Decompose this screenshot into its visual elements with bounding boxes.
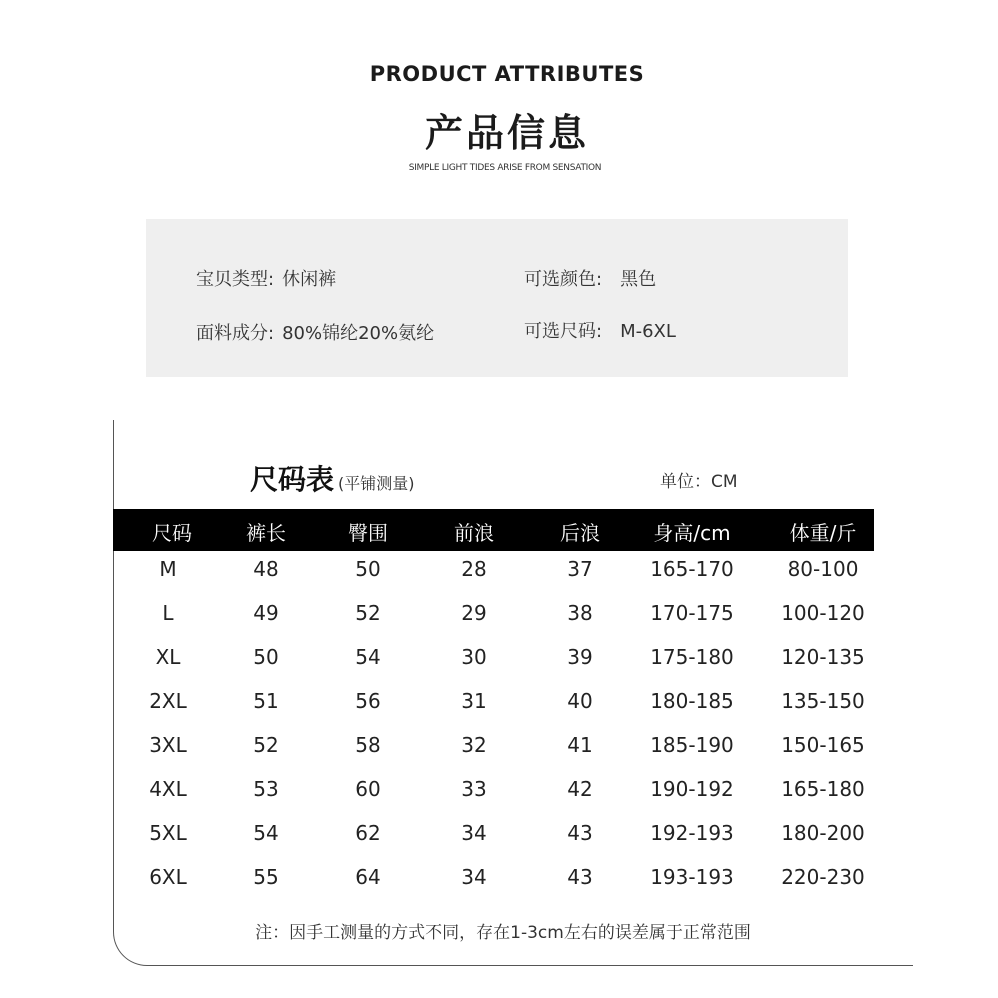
- table-cell: 34: [461, 865, 487, 889]
- attr-size-label: 可选尺码:: [524, 321, 603, 342]
- table-cell: 53: [253, 777, 279, 801]
- table-cell: 64: [355, 865, 381, 889]
- attr-color-label: 可选颜色:: [524, 269, 603, 290]
- table-cell: 150-165: [781, 733, 865, 757]
- table-cell: 180-185: [650, 689, 734, 713]
- attr-fabric: [196, 319, 434, 345]
- table-cell: 54: [355, 645, 381, 669]
- table-cell: 60: [355, 777, 381, 801]
- table-cell: 193-193: [650, 865, 734, 889]
- column-header: 后浪: [560, 521, 600, 545]
- table-cell: 30: [461, 645, 487, 669]
- attr-type-label: 宝贝类型:: [196, 269, 275, 290]
- column-header: 臀围: [348, 521, 388, 545]
- column-header: 前浪: [454, 521, 494, 545]
- table-cell: XL: [155, 645, 181, 669]
- table-cell: 33: [461, 777, 487, 801]
- table-cell: 62: [355, 821, 381, 845]
- table-cell: 5XL: [149, 821, 187, 845]
- table-cell: 54: [253, 821, 279, 845]
- table-row: [0, 865, 998, 909]
- table-cell: 165-170: [650, 557, 734, 581]
- table-cell: 50: [253, 645, 279, 669]
- table-row: [0, 821, 998, 865]
- size-chart-title-note: (平铺测量): [338, 474, 415, 493]
- table-row: [0, 733, 998, 777]
- table-row: [0, 689, 998, 733]
- attr-size-value: M-6XL: [620, 321, 676, 342]
- table-cell: 51: [253, 689, 279, 713]
- table-cell: 42: [567, 777, 593, 801]
- table-cell: 55: [253, 865, 279, 889]
- attr-fabric-value: 80%锦纶20%氨纶: [282, 323, 435, 344]
- table-cell: 2XL: [149, 689, 187, 713]
- table-cell: 3XL: [149, 733, 187, 757]
- table-cell: 37: [567, 557, 593, 581]
- table-cell: L: [162, 601, 174, 625]
- attr-color: [524, 265, 656, 291]
- table-cell: 52: [253, 733, 279, 757]
- table-cell: 170-175: [650, 601, 734, 625]
- table-cell: 4XL: [149, 777, 187, 801]
- table-cell: 120-135: [781, 645, 865, 669]
- table-cell: 100-120: [781, 601, 865, 625]
- table-cell: 6XL: [149, 865, 187, 889]
- title-english: PRODUCT ATTRIBUTES: [369, 62, 645, 86]
- table-cell: 48: [253, 557, 279, 581]
- table-cell: 31: [461, 689, 487, 713]
- table-cell: 43: [567, 821, 593, 845]
- table-row: [0, 645, 998, 689]
- table-cell: 58: [355, 733, 381, 757]
- table-cell: 56: [355, 689, 381, 713]
- size-chart-footnote: 注：因手工测量的方式不同，存在1-3cm左右的误差属于正常范围: [255, 923, 751, 943]
- table-cell: 180-200: [781, 821, 865, 845]
- column-header: 身高/cm: [653, 521, 731, 545]
- column-header: 尺码: [152, 521, 192, 545]
- size-chart-unit: 单位：CM: [660, 472, 738, 492]
- table-cell: 50: [355, 557, 381, 581]
- table-cell: 190-192: [650, 777, 734, 801]
- title-chinese: 产品信息: [424, 111, 589, 155]
- table-cell: 165-180: [781, 777, 865, 801]
- table-row: [0, 777, 998, 821]
- table-cell: 49: [253, 601, 279, 625]
- size-chart-title: [250, 458, 415, 498]
- subtitle: SIMPLE LIGHT TIDES ARISE FROM SENSATION: [408, 163, 602, 173]
- attr-type: [196, 265, 336, 291]
- size-table-header: [113, 509, 874, 551]
- table-cell: 29: [461, 601, 487, 625]
- attr-size: [524, 317, 676, 343]
- column-header: 体重/斤: [789, 521, 857, 545]
- attr-color-value: 黑色: [620, 269, 657, 290]
- table-cell: 39: [567, 645, 593, 669]
- table-cell: 135-150: [781, 689, 865, 713]
- attributes-panel: [146, 219, 848, 377]
- table-cell: 80-100: [787, 557, 859, 581]
- table-cell: 52: [355, 601, 381, 625]
- attr-type-value: 休闲裤: [282, 269, 337, 290]
- table-cell: 28: [461, 557, 487, 581]
- attr-fabric-label: 面料成分:: [196, 323, 275, 344]
- table-cell: 220-230: [781, 865, 865, 889]
- size-chart-title-text: 尺码表: [250, 463, 335, 496]
- table-cell: 185-190: [650, 733, 734, 757]
- table-cell: 40: [567, 689, 593, 713]
- column-header: 裤长: [246, 521, 286, 545]
- table-cell: 43: [567, 865, 593, 889]
- table-cell: 175-180: [650, 645, 734, 669]
- table-cell: M: [159, 557, 177, 581]
- table-cell: 38: [567, 601, 593, 625]
- table-row: [0, 557, 998, 601]
- table-cell: 34: [461, 821, 487, 845]
- table-row: [0, 601, 998, 645]
- table-cell: 41: [567, 733, 593, 757]
- table-cell: 32: [461, 733, 487, 757]
- table-cell: 192-193: [650, 821, 734, 845]
